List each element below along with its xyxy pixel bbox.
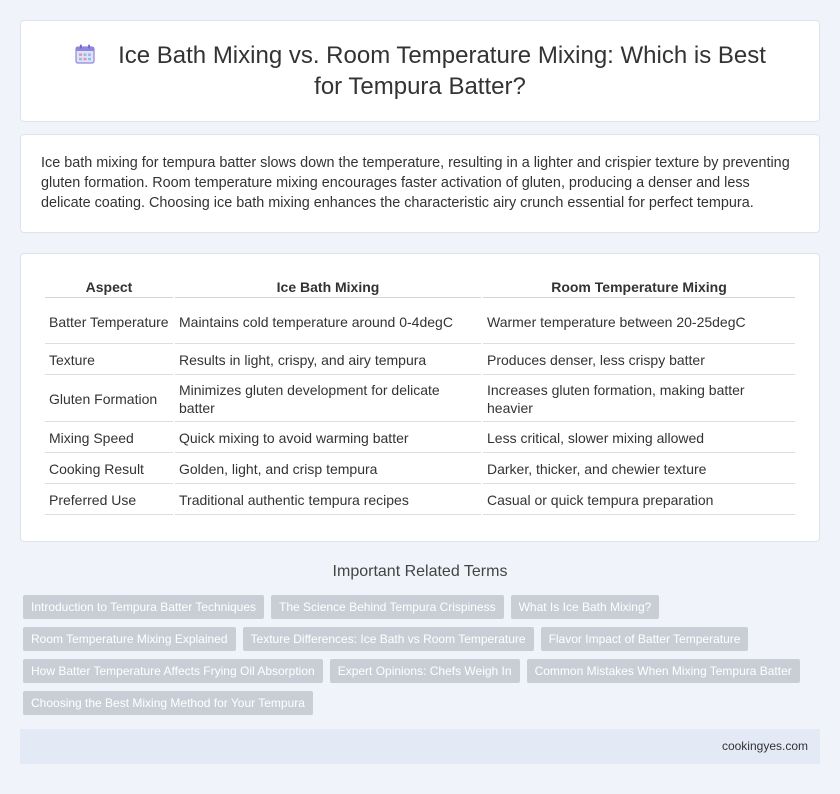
table-header-row	[45, 274, 795, 298]
page-title-text: Ice Bath Mixing vs. Room Temperature Mixing: Which is Best for Tempura Batter?	[118, 42, 766, 100]
related-terms-list	[23, 595, 813, 715]
cell-ice-bath: Traditional authentic tempura recipes	[175, 486, 481, 515]
cell-aspect: Mixing Speed	[45, 424, 173, 453]
table-row	[45, 424, 795, 453]
footer	[20, 729, 820, 764]
related-term-tag[interactable]: Expert Opinions: Chefs Weigh In	[330, 659, 520, 683]
header-ice-bath: Ice Bath Mixing	[175, 274, 481, 298]
cell-room-temp: Increases gluten formation, making batter heavier	[483, 377, 795, 422]
cell-room-temp: Produces denser, less crispy batter	[483, 346, 795, 375]
related-term-tag[interactable]: What Is Ice Bath Mixing?	[511, 595, 660, 619]
table-row	[45, 486, 795, 515]
table-row	[45, 377, 795, 422]
related-term-tag[interactable]: Choosing the Best Mixing Method for Your Tempura	[23, 691, 313, 715]
comparison-table	[43, 272, 797, 517]
related-term-tag[interactable]: Room Temperature Mixing Explained	[23, 627, 236, 651]
related-terms-title: Important Related Terms	[332, 563, 508, 580]
cell-ice-bath: Minimizes gluten development for delicate batter	[175, 377, 481, 422]
summary-text: Ice bath mixing for tempura batter slows down the temperature, resulting in a lighter and crispier texture by preventing gluten formation. Room temperature mixing encourages faster activation of gluten, producing a denser and less delicate coating. Choosing ice bath mixing enhances the characteristic airy crunch essential for perfect tempura.	[41, 155, 790, 211]
table-row	[45, 346, 795, 375]
cell-room-temp: Warmer temperature between 20-25degC	[483, 300, 795, 344]
related-term-tag[interactable]: Flavor Impact of Batter Temperature	[541, 627, 749, 651]
comparison-table-card	[20, 253, 820, 542]
cell-ice-bath: Maintains cold temperature around 0-4degC	[175, 300, 481, 344]
cell-aspect: Texture	[45, 346, 173, 375]
cell-room-temp: Darker, thicker, and chewier texture	[483, 455, 795, 484]
table-row	[45, 300, 795, 344]
cell-aspect: Cooking Result	[45, 455, 173, 484]
cell-ice-bath: Results in light, crispy, and airy tempura	[175, 346, 481, 375]
cell-room-temp: Less critical, slower mixing allowed	[483, 424, 795, 453]
cell-aspect: Gluten Formation	[45, 377, 173, 422]
header-aspect: Aspect	[45, 274, 173, 298]
related-term-tag[interactable]: Introduction to Tempura Batter Techniques	[23, 595, 264, 619]
cell-aspect: Batter Temperature	[45, 300, 173, 344]
footer-site-link[interactable]: cookingyes.com	[721, 739, 808, 753]
cell-ice-bath: Quick mixing to avoid warming batter	[175, 424, 481, 453]
cell-ice-bath: Golden, light, and crisp tempura	[175, 455, 481, 484]
related-term-tag[interactable]: Common Mistakes When Mixing Tempura Batter	[527, 659, 800, 683]
header-room-temp: Room Temperature Mixing	[483, 274, 795, 298]
page-title	[61, 40, 779, 102]
cell-aspect: Preferred Use	[45, 486, 173, 515]
related-term-tag[interactable]: How Batter Temperature Affects Frying Oil Absorption	[23, 659, 323, 683]
table-row	[45, 455, 795, 484]
summary-card	[20, 134, 820, 233]
cell-room-temp: Casual or quick tempura preparation	[483, 486, 795, 515]
related-term-tag[interactable]: The Science Behind Tempura Crispiness	[271, 595, 504, 619]
related-term-tag[interactable]: Texture Differences: Ice Bath vs Room Temperature	[243, 627, 534, 651]
calendar-icon	[74, 43, 96, 65]
title-card	[20, 20, 820, 122]
